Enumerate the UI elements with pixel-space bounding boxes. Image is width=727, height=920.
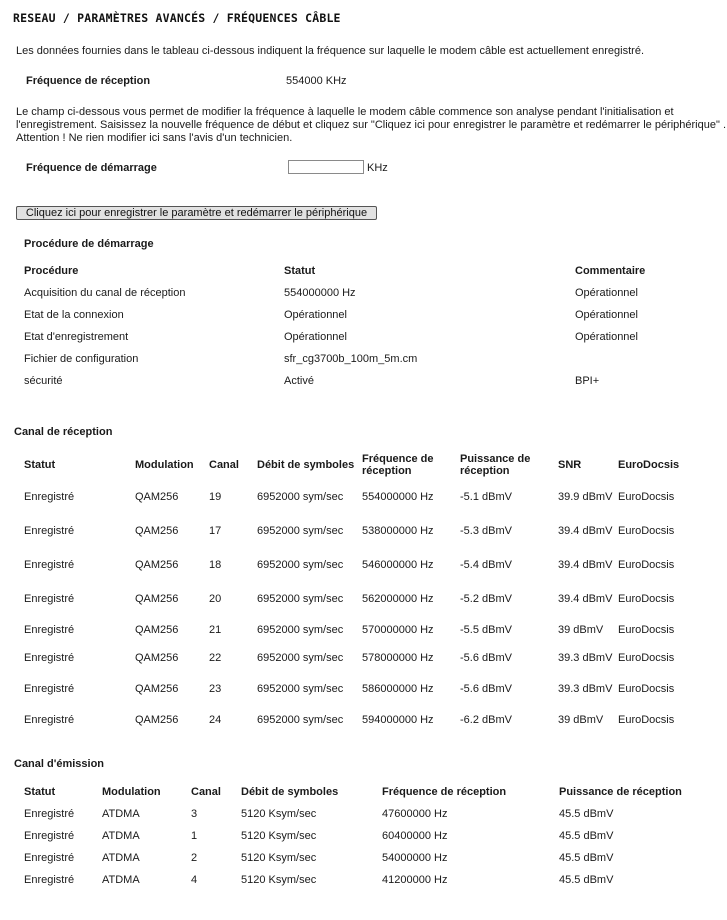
column-header-channel: Canal bbox=[191, 786, 221, 798]
cell-modulation: ATDMA bbox=[102, 830, 140, 842]
cell-status: Activé bbox=[284, 375, 314, 387]
cell-frequency: 586000000 Hz bbox=[362, 683, 434, 695]
cell-frequency: 578000000 Hz bbox=[362, 652, 434, 664]
column-header-status: Statut bbox=[284, 265, 316, 277]
table-row bbox=[24, 672, 724, 706]
upstream-table bbox=[24, 781, 704, 891]
cell-status: Enregistré bbox=[24, 491, 75, 503]
cell-modulation: QAM256 bbox=[135, 714, 179, 726]
column-header-comment: Commentaire bbox=[575, 265, 646, 277]
table-row bbox=[24, 348, 704, 370]
cell-status: Opérationnel bbox=[284, 331, 347, 343]
cell-snr: 39.3 dBmV bbox=[558, 652, 613, 664]
cell-status: 554000000 Hz bbox=[284, 287, 356, 299]
table-row bbox=[24, 616, 724, 644]
cell-frequency: 546000000 Hz bbox=[362, 559, 434, 571]
cell-channel: 17 bbox=[209, 525, 222, 537]
cell-status: Enregistré bbox=[24, 683, 75, 695]
cell-status: Enregistré bbox=[24, 874, 75, 886]
cell-eurodocsis: EuroDocsis bbox=[618, 652, 675, 664]
cell-eurodocsis: EuroDocsis bbox=[618, 683, 675, 695]
cell-frequency: 570000000 Hz bbox=[362, 624, 434, 636]
cell-snr: 39 dBmV bbox=[558, 714, 604, 726]
cell-eurodocsis: EuroDocsis bbox=[618, 714, 675, 726]
cell-symbol-rate: 6952000 sym/sec bbox=[257, 525, 344, 537]
table-row bbox=[24, 582, 724, 616]
cell-status: Enregistré bbox=[24, 624, 75, 636]
cell-modulation: QAM256 bbox=[135, 652, 179, 664]
cell-symbol-rate: 6952000 sym/sec bbox=[257, 559, 344, 571]
table-header-row bbox=[24, 450, 724, 480]
cell-procedure: Fichier de configuration bbox=[24, 353, 139, 365]
cell-channel: 22 bbox=[209, 652, 222, 664]
cell-modulation: ATDMA bbox=[102, 852, 140, 864]
cell-modulation: QAM256 bbox=[135, 491, 179, 503]
cell-frequency: 41200000 Hz bbox=[382, 874, 448, 886]
column-header-symbol-rate: Débit de symboles bbox=[241, 786, 339, 798]
cell-comment: Opérationnel bbox=[575, 331, 638, 343]
cell-symbol-rate: 6952000 sym/sec bbox=[257, 491, 344, 503]
cell-power: -5.3 dBmV bbox=[460, 525, 512, 537]
cell-channel: 20 bbox=[209, 593, 222, 605]
column-header-modulation: Modulation bbox=[135, 459, 194, 471]
cell-snr: 39.4 dBmV bbox=[558, 525, 613, 537]
cell-eurodocsis: EuroDocsis bbox=[618, 624, 675, 636]
column-header-status: Statut bbox=[24, 459, 56, 471]
cell-power: 45.5 dBmV bbox=[559, 830, 614, 842]
cell-comment bbox=[575, 348, 704, 370]
intro-text: Les données fournies dans le tableau ci-dessous indiquent la fréquence sur laquelle le modem câble est actuellement enregistré. bbox=[16, 45, 644, 57]
rx-frequency-label: Fréquence de réception bbox=[26, 75, 151, 87]
cell-modulation: QAM256 bbox=[135, 525, 179, 537]
start-info-line-3: Attention ! Ne rien modifier ici sans l'avis d'un technicien. bbox=[16, 132, 293, 144]
column-header-channel: Canal bbox=[209, 459, 239, 471]
cell-eurodocsis: EuroDocsis bbox=[618, 593, 675, 605]
cell-comment: Opérationnel bbox=[575, 287, 638, 299]
cell-comment: Opérationnel bbox=[575, 309, 638, 321]
cell-power: 45.5 dBmV bbox=[559, 852, 614, 864]
column-header-eurodocsis: EuroDocsis bbox=[618, 459, 680, 471]
table-row bbox=[24, 282, 704, 304]
cell-modulation: QAM256 bbox=[135, 624, 179, 636]
column-header-procedure: Procédure bbox=[24, 265, 79, 277]
cell-power: -5.5 dBmV bbox=[460, 624, 512, 636]
downstream-table bbox=[24, 450, 724, 734]
column-header-power: Puissance de réception bbox=[460, 453, 531, 477]
startup-procedure-title: Procédure de démarrage bbox=[24, 238, 154, 250]
cell-symbol-rate: 6952000 sym/sec bbox=[257, 714, 344, 726]
cell-symbol-rate: 5120 Ksym/sec bbox=[241, 830, 317, 842]
cell-status: Opérationnel bbox=[284, 309, 347, 321]
table-row bbox=[24, 803, 704, 825]
cell-channel: 24 bbox=[209, 714, 222, 726]
cell-frequency: 47600000 Hz bbox=[382, 808, 448, 820]
column-header-modulation: Modulation bbox=[102, 786, 161, 798]
cell-channel: 1 bbox=[191, 830, 198, 842]
cell-snr: 39.3 dBmV bbox=[558, 683, 613, 695]
cell-snr: 39.9 dBmV bbox=[558, 491, 613, 503]
cell-status: Enregistré bbox=[24, 830, 75, 842]
cell-modulation: QAM256 bbox=[135, 683, 179, 695]
column-header-frequency: Fréquence de réception bbox=[382, 786, 507, 798]
cell-power: 45.5 dBmV bbox=[559, 808, 614, 820]
cell-status: Enregistré bbox=[24, 559, 75, 571]
table-row bbox=[24, 847, 704, 869]
cell-channel: 3 bbox=[191, 808, 198, 820]
column-header-symbol-rate: Débit de symboles bbox=[257, 459, 355, 471]
cell-symbol-rate: 6952000 sym/sec bbox=[257, 683, 344, 695]
table-row bbox=[24, 548, 724, 582]
cell-procedure: Etat d'enregistrement bbox=[24, 331, 129, 343]
table-row bbox=[24, 869, 704, 891]
start-frequency-info bbox=[16, 106, 727, 145]
cell-comment: BPI+ bbox=[575, 375, 600, 387]
cell-status: Enregistré bbox=[24, 808, 75, 820]
cell-frequency: 60400000 Hz bbox=[382, 830, 448, 842]
cell-modulation: ATDMA bbox=[102, 808, 140, 820]
cell-procedure: Acquisition du canal de réception bbox=[24, 287, 186, 299]
table-row bbox=[24, 825, 704, 847]
cell-power: -5.1 dBmV bbox=[460, 491, 512, 503]
rx-frequency-value: 554000 KHz bbox=[286, 75, 347, 87]
startup-procedure-table bbox=[24, 260, 704, 392]
column-header-status: Statut bbox=[24, 786, 56, 798]
cell-status: Enregistré bbox=[24, 525, 75, 537]
start-frequency-input[interactable] bbox=[288, 160, 364, 174]
cell-channel: 21 bbox=[209, 624, 222, 636]
cell-channel: 19 bbox=[209, 491, 222, 503]
cell-status: sfr_cg3700b_100m_5m.cm bbox=[284, 353, 418, 365]
page-title: RESEAU / PARAMÈTRES AVANCÉS / FRÉQUENCES CÂBLE bbox=[13, 11, 341, 25]
cell-frequency: 54000000 Hz bbox=[382, 852, 448, 864]
cell-snr: 39.4 dBmV bbox=[558, 593, 613, 605]
cell-snr: 39 dBmV bbox=[558, 624, 604, 636]
table-row bbox=[24, 480, 724, 514]
start-info-line-2: l'enregistrement. Saisissez la nouvelle fréquence de début et cliquez sur "Cliquez ici pour enregistrer le paramètre et redémarrer le périphérique" . bbox=[16, 119, 726, 131]
cell-procedure: sécurité bbox=[24, 375, 63, 387]
downstream-title: Canal de réception bbox=[14, 426, 113, 438]
start-frequency-label: Fréquence de démarrage bbox=[26, 162, 157, 174]
cell-power: -5.6 dBmV bbox=[460, 652, 512, 664]
cell-eurodocsis: EuroDocsis bbox=[618, 559, 675, 571]
cell-modulation: ATDMA bbox=[102, 874, 140, 886]
cell-power: -5.6 dBmV bbox=[460, 683, 512, 695]
table-row bbox=[24, 706, 724, 734]
cell-power: -6.2 dBmV bbox=[460, 714, 512, 726]
cell-status: Enregistré bbox=[24, 652, 75, 664]
cell-modulation: QAM256 bbox=[135, 559, 179, 571]
cell-frequency: 562000000 Hz bbox=[362, 593, 434, 605]
cell-modulation: QAM256 bbox=[135, 593, 179, 605]
table-header-row bbox=[24, 781, 704, 803]
table-row bbox=[24, 304, 704, 326]
cell-symbol-rate: 5120 Ksym/sec bbox=[241, 852, 317, 864]
save-and-restart-button[interactable]: Cliquez ici pour enregistrer le paramètre et redémarrer le périphérique bbox=[16, 206, 377, 220]
cell-symbol-rate: 5120 Ksym/sec bbox=[241, 874, 317, 886]
column-header-power: Puissance de réception bbox=[559, 786, 682, 798]
column-header-snr: SNR bbox=[558, 459, 582, 471]
cell-procedure: Etat de la connexion bbox=[24, 309, 124, 321]
table-row bbox=[24, 644, 724, 672]
cell-channel: 4 bbox=[191, 874, 198, 886]
table-row bbox=[24, 326, 704, 348]
cell-eurodocsis: EuroDocsis bbox=[618, 525, 675, 537]
cell-symbol-rate: 6952000 sym/sec bbox=[257, 652, 344, 664]
table-row bbox=[24, 370, 704, 392]
cell-frequency: 538000000 Hz bbox=[362, 525, 434, 537]
cell-power: 45.5 dBmV bbox=[559, 874, 614, 886]
cell-status: Enregistré bbox=[24, 593, 75, 605]
cell-symbol-rate: 6952000 sym/sec bbox=[257, 593, 344, 605]
cell-frequency: 594000000 Hz bbox=[362, 714, 434, 726]
cell-status: Enregistré bbox=[24, 714, 75, 726]
start-frequency-unit: KHz bbox=[367, 162, 388, 174]
upstream-title: Canal d'émission bbox=[14, 758, 105, 770]
column-header-frequency: Fréquence de réception bbox=[362, 453, 434, 477]
table-header-row bbox=[24, 260, 704, 282]
cell-channel: 18 bbox=[209, 559, 222, 571]
cell-power: -5.4 dBmV bbox=[460, 559, 512, 571]
cell-status: Enregistré bbox=[24, 852, 75, 864]
cell-frequency: 554000000 Hz bbox=[362, 491, 434, 503]
cell-channel: 23 bbox=[209, 683, 222, 695]
cell-symbol-rate: 6952000 sym/sec bbox=[257, 624, 344, 636]
cell-eurodocsis: EuroDocsis bbox=[618, 491, 675, 503]
cell-snr: 39.4 dBmV bbox=[558, 559, 613, 571]
table-row bbox=[24, 514, 724, 548]
cell-symbol-rate: 5120 Ksym/sec bbox=[241, 808, 317, 820]
cell-channel: 2 bbox=[191, 852, 198, 864]
start-info-line-1: Le champ ci-dessous vous permet de modifier la fréquence à laquelle le modem câble commence son analyse pendant l'initialisation et bbox=[16, 106, 674, 118]
cell-power: -5.2 dBmV bbox=[460, 593, 512, 605]
